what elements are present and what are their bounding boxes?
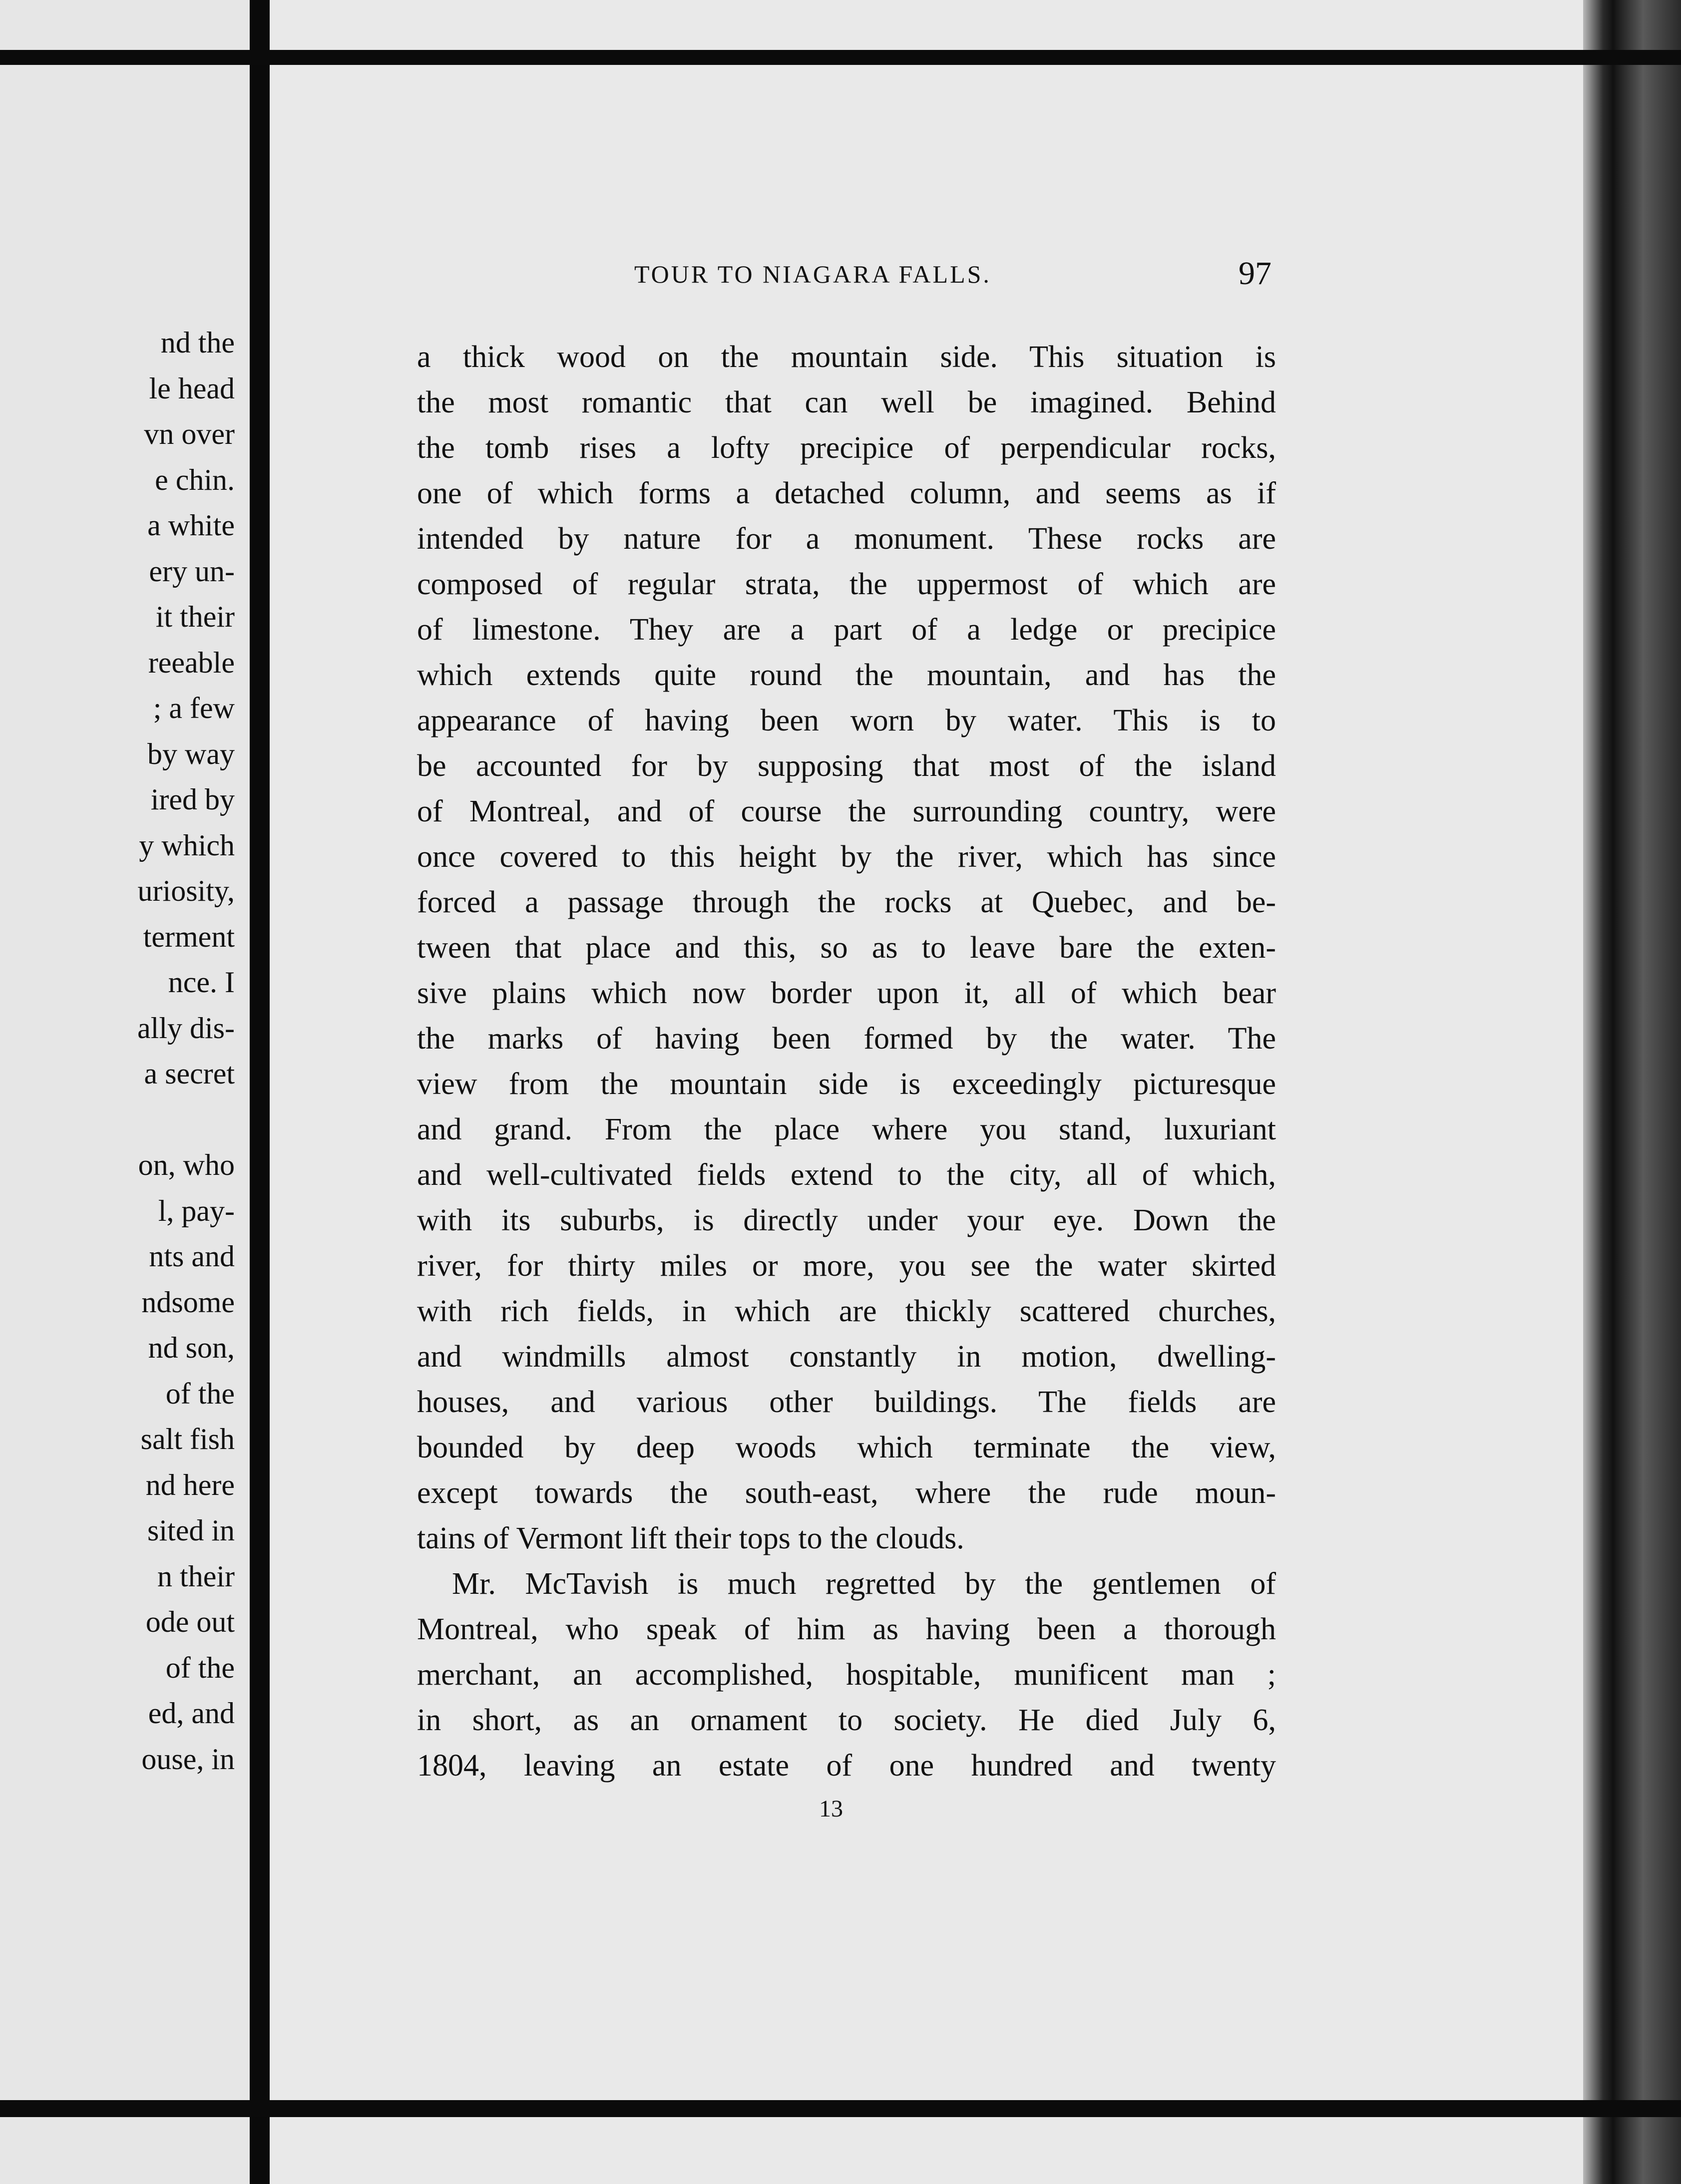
body-line: except towards the south-east, where the rude moun- [417,1476,1276,1510]
facing-page-line: l, pay- [158,1194,235,1227]
facing-page-line: nd here [145,1468,235,1501]
body-line: one of which forms a detached column, and seems as if [417,476,1276,510]
facing-page-line: nd the [160,326,235,359]
body-line: the tomb rises a lofty precipice of perpendicular rocks, [417,431,1276,465]
facing-page-line: le head [149,371,235,405]
facing-page-line: ired by [150,783,235,816]
body-line: appearance of having been worn by water. This is to [417,704,1276,737]
body-line: once covered to this height by the river, which has since [417,840,1276,874]
running-head: TOUR TO NIAGARA FALLS. [634,260,991,288]
facing-page-line: ndsome [141,1285,235,1319]
facing-page-line: reeable [148,646,235,679]
body-line: intended by nature for a monument. These rocks are [417,522,1276,556]
scan-bar-bottom [0,2100,1681,2117]
body-line: Mr. McTavish is much regretted by the gentlemen of [452,1567,1276,1601]
facing-page-line: ally dis- [137,1011,235,1045]
body-line: with rich fields, in which are thickly scattered churches, [417,1294,1276,1328]
body-line: forced a passage through the rocks at Quebec, and be- [417,885,1276,919]
page-edge-shadow [1583,0,1681,2184]
facing-page-line: nce. I [168,966,235,999]
facing-page-line: vn over [144,417,235,450]
facing-page-line: on, who [138,1148,235,1181]
body-line: tains of Vermont lift their tops to the clouds. [417,1521,964,1555]
facing-page-line: nd son, [148,1331,235,1364]
body-line: 1804, leaving an estate of one hundred and twenty [417,1749,1276,1783]
body-line: and well-cultivated fields extend to the city, all of which, [417,1158,1276,1192]
facing-page-line: sited in [147,1514,235,1547]
body-line: view from the mountain side is exceedingly picturesque [417,1067,1276,1101]
facing-page-line: ouse, in [141,1742,235,1776]
body-line: tween that place and this, so as to leave bare the exten- [417,931,1276,965]
body-line: in short, as an ornament to society. He died July 6, [417,1703,1276,1737]
body-line: with its suburbs, is directly under your eye. Down the [417,1203,1276,1237]
body-line: of Montreal, and of course the surrounding country, were [417,794,1276,828]
body-line: of limestone. They are a part of a ledge or precipice [417,613,1276,647]
body-line: a thick wood on the mountain side. This situation is [417,340,1276,374]
facing-page-line: a white [147,509,235,542]
body-text [417,335,1276,1789]
body-line: and grand. From the place where you stand, luxuriant [417,1112,1276,1146]
facing-page-fragment [0,0,250,2184]
scan-bar-top [0,50,1681,65]
body-line: Montreal, who speak of him as having been a thorough [417,1612,1276,1646]
facing-page-line: uriosity, [137,874,235,907]
facing-page-line: nts and [149,1240,235,1273]
body-line: sive plains which now border upon it, all of which bear [417,976,1276,1010]
facing-page-line: ode out [145,1605,235,1638]
facing-page-line: it their [155,600,235,633]
facing-page-line: ery un- [149,554,235,588]
facing-page-line: of the [165,1651,235,1684]
body-line: bounded by deep woods which terminate the view, [417,1431,1276,1464]
facing-page-line: salt fish [140,1423,235,1456]
facing-page-line: e chin. [155,463,235,496]
body-line: houses, and various other buildings. The fields are [417,1385,1276,1419]
body-line: be accounted for by supposing that most of the island [417,749,1276,783]
facing-page-line: terment [143,920,235,953]
facing-page-line: y which [139,828,235,862]
body-line: merchant, an accomplished, hospitable, munificent man ; [417,1658,1276,1692]
body-line: and windmills almost constantly in motion, dwelling- [417,1340,1276,1374]
signature-mark: 13 [819,1796,843,1822]
body-line: composed of regular strata, the uppermost of which are [417,567,1276,601]
facing-page-line: n their [157,1559,235,1593]
facing-page-line: ed, and [148,1697,235,1730]
facing-page-line: of the [165,1377,235,1410]
facing-page-line: by way [147,737,235,770]
facing-page-line: ; a few [153,692,235,725]
facing-page-line: a secret [144,1057,235,1090]
body-line: which extends quite round the mountain, and has the [417,658,1276,692]
body-line: river, for thirty miles or more, you see the water skirted [417,1249,1276,1283]
body-line: the most romantic that can well be imagined. Behind [417,385,1276,419]
page-number: 97 [1239,255,1271,292]
gutter-shadow [250,0,270,2184]
body-line: the marks of having been formed by the water. The [417,1022,1276,1056]
